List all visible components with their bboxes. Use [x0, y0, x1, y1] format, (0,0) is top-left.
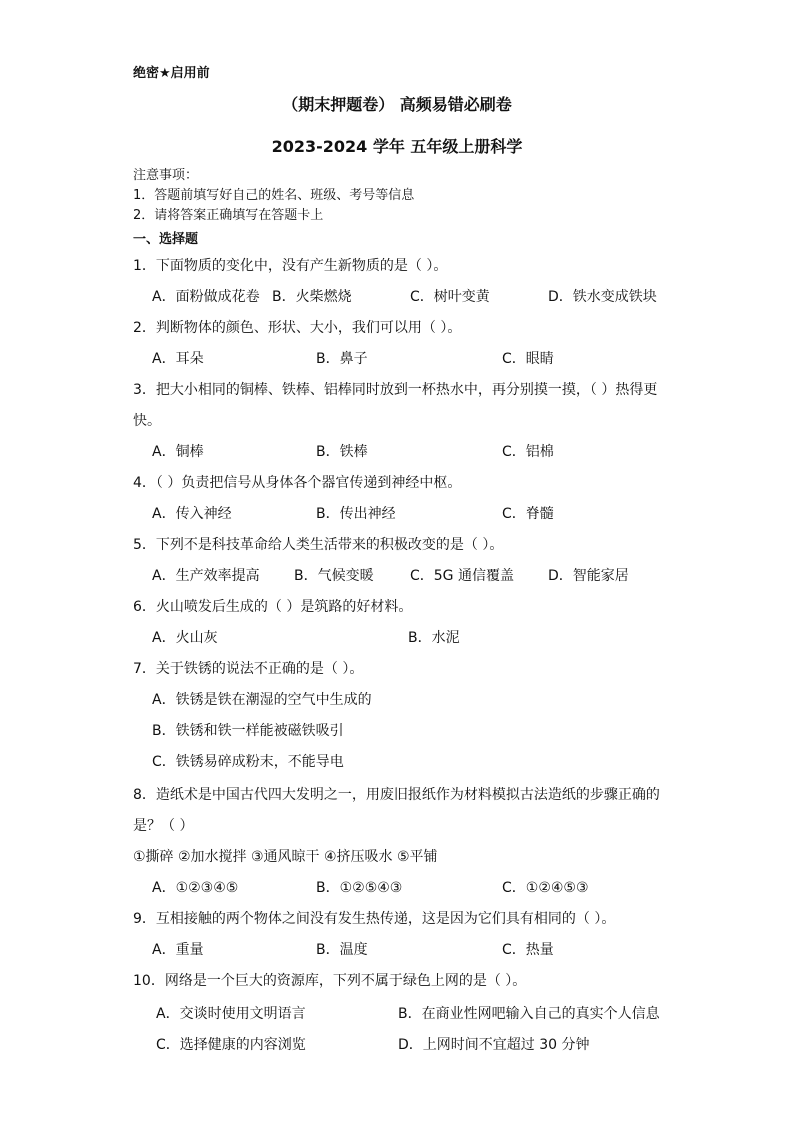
notes-item: 1．答题前填写好自己的姓名、班级、考号等信息	[133, 188, 415, 203]
question-10-option-b: B．在商业性网吧输入自己的真实个人信息	[398, 1006, 660, 1022]
question-3-option-b: B．铁棒	[316, 444, 368, 460]
question-4-option-a: A．传入神经	[152, 506, 232, 522]
question-7-option-b: B．铁锈和铁一样能被磁铁吸引	[152, 723, 344, 739]
question-2-option-a: A．耳朵	[152, 351, 204, 367]
question-9-option-a: A．重量	[152, 942, 204, 958]
question-3-option-c: C．铝棉	[502, 444, 554, 460]
question-7-option-a: A．铁锈是铁在潮湿的空气中生成的	[152, 692, 372, 708]
question-5-option-d: D．智能家居	[548, 568, 629, 584]
question-8-steps: ①撕碎 ②加水搅拌 ③通风晾干 ④挤压吸水 ⑤平铺	[133, 849, 438, 865]
question-1-option-a: A．面粉做成花卷	[152, 289, 260, 305]
question-3-option-a: A．铜棒	[152, 444, 204, 460]
question-9-option-b: B．温度	[316, 942, 368, 958]
question-8-stem: 8．造纸术是中国古代四大发明之一，用废旧报纸作为材料模拟古法造纸的步骤正确的	[133, 787, 660, 803]
question-9-stem: 9．互相接触的两个物体之间没有发生热传递，这是因为它们具有相同的（ ）。	[133, 911, 616, 927]
question-5-option-b: B．气候变暖	[294, 568, 374, 584]
question-5-option-c: C．5G 通信覆盖	[410, 568, 514, 584]
question-8-option-a: A．①②③④⑤	[152, 880, 239, 896]
question-10-option-a: A．交谈时使用文明语言	[156, 1006, 306, 1022]
question-8-stem-cont: 是？（ ）	[133, 818, 194, 834]
question-4-stem: 4．（ ）负责把信号从身体各个器官传递到神经中枢。	[133, 475, 462, 491]
question-6-stem: 6．火山喷发后生成的（ ）是筑路的好材料。	[133, 599, 413, 615]
question-10-option-d: D．上网时间不宜超过 30 分钟	[398, 1037, 590, 1053]
question-10-option-c: C．选择健康的内容浏览	[156, 1037, 306, 1053]
notes-heading: 注意事项：	[133, 168, 199, 183]
question-9-option-c: C．热量	[502, 942, 554, 958]
notes-block	[133, 166, 414, 226]
exam-subtitle: 2023-2024 学年 五年级上册科学	[271, 137, 523, 156]
question-7-option-c: C．铁锈易碎成粉末，不能导电	[152, 754, 344, 770]
notes-item: 2．请将答案正确填写在答题卡上	[133, 208, 324, 223]
question-6-option-b: B．水泥	[408, 630, 460, 646]
question-8-option-c: C．①②④⑤③	[502, 880, 589, 896]
question-5-option-a: A．生产效率提高	[152, 568, 260, 584]
question-2-option-c: C．眼睛	[502, 351, 554, 367]
question-2-option-b: B．鼻子	[316, 351, 368, 367]
question-3-stem-cont: 快。	[133, 413, 161, 429]
question-8-option-b: B．①②⑤④③	[316, 880, 403, 896]
section-title: 一、选择题	[133, 232, 199, 247]
question-1-option-d: D．铁水变成铁块	[548, 289, 657, 305]
question-3-stem: 3．把大小相同的铜棒、铁棒、铝棒同时放到一杯热水中，再分别摸一摸，（ ）热得更	[133, 382, 658, 398]
question-6-option-a: A．火山灰	[152, 630, 218, 646]
question-1-stem: 1．下面物质的变化中，没有产生新物质的是（ ）。	[133, 258, 448, 274]
question-4-option-c: C．脊髓	[502, 506, 554, 522]
question-7-stem: 7．关于铁锈的说法不正确的是（ ）。	[133, 661, 364, 677]
question-4-option-b: B．传出神经	[316, 506, 396, 522]
secret-mark: 绝密★启用前	[133, 66, 210, 81]
question-1-option-b: B．火柴燃烧	[272, 289, 352, 305]
question-5-stem: 5．下列不是科技革命给人类生活带来的积极改变的是（ ）。	[133, 537, 504, 553]
exam-title: （期末押题卷） 高频易错必刷卷	[282, 95, 512, 114]
question-2-stem: 2．判断物体的颜色、形状、大小，我们可以用（ ）。	[133, 320, 462, 336]
question-1-option-c: C．树叶变黄	[410, 289, 490, 305]
question-10-stem: 10．网络是一个巨大的资源库，下列不属于绿色上网的是（ ）。	[133, 973, 527, 989]
